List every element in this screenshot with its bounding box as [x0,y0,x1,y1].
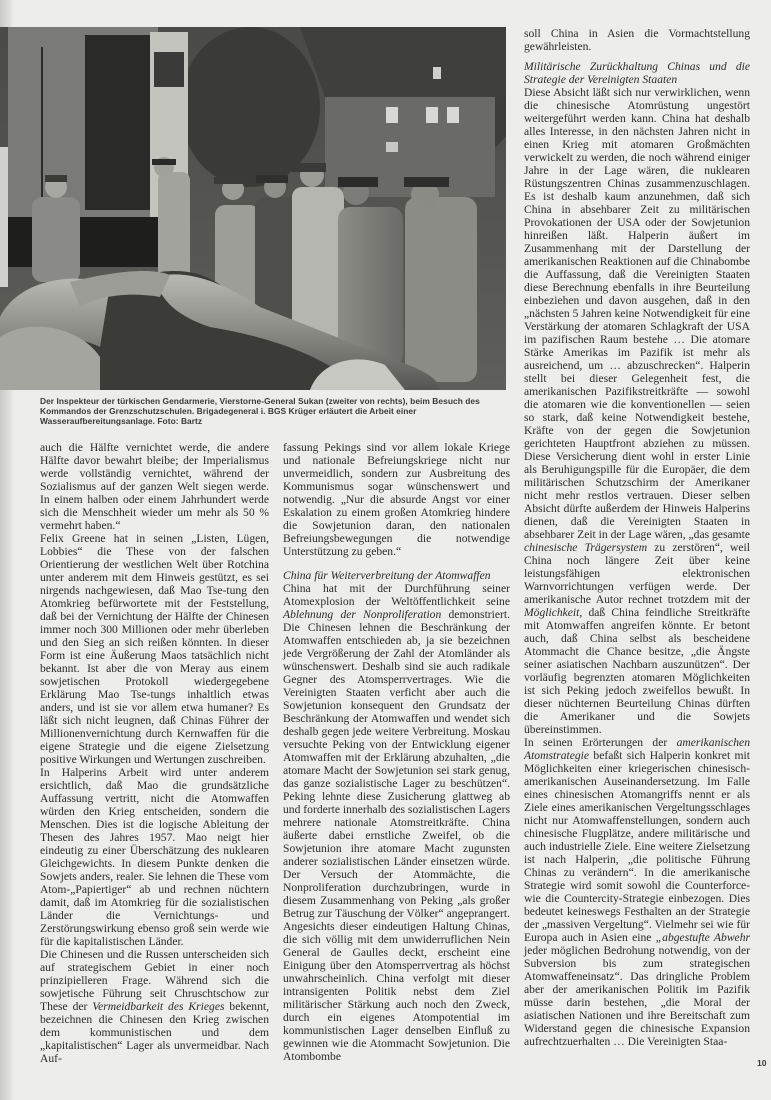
paragraph: In Halperins Arbeit wird unter anderem ersichtlich, daß Mao die grundsätzliche Auffassung vertritt, nicht die Atomwaffen würden den Krieg entscheiden, sondern die Menschen. Dies ist die logische Ableitung der Thesen des Jahres 1957. Mao neigt hier eindeutig zu einer Überschätzung des nuklearen Gleichgewichts. In diesem Punkte denken die Sowjets anders, realer. Sie lehnen die These vom Atom-„Papiertiger“ ab und rechnen nüchtern damit, daß im Atomkrieg für die sozialistischen Länder die Vernichtungs- und Zerstörungswirkung ebenso groß sein werde wie für die kapitalistischen Länder. [40,766,269,948]
emphasis: „abgestufte Abwehr [655,931,751,944]
section-heading: Militärische Zurückhaltung Chinas und die Strategie der Vereinigten Staaten [524,60,750,86]
photo-caption: Der Inspekteur der türkischen Gendarmerie, Vierstorne-General Sukan (zweiter von rechts), beim Besuch des Kommandos der Grenzschutzschulen. Brigadegeneral i. BGS Krüger erläutert die Arbeit einer Wasseraufbereitungsanlage. Foto: Bartz [40,396,480,427]
emphasis: Vermeidbarkeit des Krieges [92,1000,225,1013]
paragraph: China hat mit der Durchführung seiner Atomexplosion der Weltöffentlichkeit seine Ablehnung der Nonproliferation demonstriert. Die Chinesen lehnen die Beschränkung der Atomwaffen entschieden ab, ja sie bezeichnen jede Vergrößerung der Zahl der Atomländer als wünschenswert. Deshalb sind sie auch radikale Gegner des Atomsperrvertrages. Wie die Vereinigten Staaten verficht aber auch die Sowjetunion konsequent den Grundsatz der Beschränkung der Atomwaffen und wendet sich deshalb gegen jede weitere Verbreitung. Moskau versuchte Peking von der Entwicklung eigener Atomwaffen mit der Erklärung abzuhalten, „die atomare Macht der Sowjetunion sei stark genug, das ganze sozialistische Lager zu beschützen“. Peking lehnte diese Zusicherung glattweg ab und forderte innerhalb des sozialistischen Lagers mehrere nationale Atomstreitkräfte. China äußerte dabei ernstliche Zweifel, ob die Sowjetunion ihre atomare Macht zugunsten anderer sozialistischen Länder einsetzen würde. Der Versuch der Atommächte, die Nonproliferation durchzubringen, wurde in diesem Zusammenhang von Peking „als großer Betrug zur Täuschung der Völker“ angeprangert. Angesichts dieser eindeutigen Haltung Chinas, die sich völlig mit dem unwiderruflichen Nein General de Gaulles deckt, erscheint eine Einigung über den Atomsperrvertrag als höchst unwahrscheinlich. China verfolgt mit dieser intransigenten Politik nebst dem Ziel militärischer Stärkung auch noch den Zweck, durch ein eigenes Atompotential im kommunistischen Lager denselben Einfluß zu gewinnen wie die Atommacht Sowjetunion. Die Atombombe [283,582,510,1063]
news-photo [0,27,506,390]
text-column-2 [283,441,510,1063]
page-number: 10 [757,1058,767,1068]
emphasis: Möglichkeit [524,606,580,619]
emphasis: Ablehnung der Nonproliferation [283,608,442,621]
emphasis: amerikanischen Atomstrategie [524,736,750,762]
paragraph: fassung Pekings sind vor allem lokale Kriege und nationale Befreiungskriege nicht nur unvermeidlich, sondern zur Ausbreitung des Kommunismus sogar wünschenswert und notwendig. „Nur die absurde Angst vor einer Eskalation zu einem großen Atomkrieg hindere die Sowjetunion daran, den nationalen Befreiungsbewegungen die notwendige Unterstützung zu geben.“ [283,441,510,558]
paragraph: In seinen Erörterungen der amerikanischen Atomstrategie befaßt sich Halperin konkret mit Möglichkeiten einer kriegerischen chinesisch-amerikanischen Auseinandersetzung. Im Falle eines chinesischen Atomangriffs nennt er als Ziele eines amerikanischen Vergeltungsschlages nicht nur Atomwaffenstellungen, sondern auch chinesische Flugplätze, andere militärische und auch industrielle Ziele. Eine weitere Zielsetzung ist nach Halperin, „die politische Führung Chinas zu verändern“. In die amerikanische Strategie wird somit sowohl die Counterforce- wie die Countercity-Strategie einbezogen. Dies bedeutet keineswegs Festhalten an der Strategie der „massiven Vergeltung“. Vielmehr sei wie für Europa auch in Asien eine „abgestufte Abwehr jeder möglichen Bedrohung notwendig, von der Subversion bis zum strategischen Atomwaffeneinsatz“. Das dringliche Problem aber der amerikanischen Politik im Pazifik müsse darin bestehen, „die Moral der asiatischen Nationen und ihre Bereitschaft zum Widerstand gegen die chinesische Expansion aufrechtzuerhalten … Die Vereinigten Staa- [524,736,751,1048]
text-column-3 [524,27,750,1048]
paragraph: Felix Greene hat in seinen „Listen, Lügen, Lobbies“ die These von der falschen Orientierung der westlichen Welt über Rotchina unter anderem mit dem Hinweis gestützt, es sei nirgends nachgewiesen, daß Mao Tse-tung den Atomkrieg befürwortete mit der Feststellung, daß bei der Vernichtung der Hälfte der Chinesen immer noch 300 Millionen oder mehr überleben und den Sieg an sich reißen könnten. In dieser Form ist eine Äußerung Maos tatsächlich nicht bekannt. Ist aber die von Meray aus einem sowjetischen Protokoll wiedergegebene Erklärung Mao Tse-tungs inhaltlich etwas anders, und ist sie vor allem etwa humaner? Es läßt sich nicht leugnen, daß Chinas Führer der Millionenvernichtung durch Kernwaffen für die eigene Strategie und die eigene Zielsetzung positive Wirkungen und Wertungen zuschreiben. [40,532,269,766]
paragraph: soll China in Asien die Vormachtstellung gewährleisten. [524,27,750,53]
emphasis: chinesische Trägersystem [524,541,648,554]
section-heading: China für Weiterverbreitung der Atomwaffen [283,569,491,582]
paragraph: Diese Absicht läßt sich nur verwirklichen, wenn die chinesische Atomrüstung ungestört weitergeführt werden kann. China hat deshalb alles Interesse, in den nächsten Jahren nicht in einen Krieg mit atomaren Großmächten verwickelt zu werden, die noch während einiger Jahre in der Lage wären, die nuklearen Rüstungszentren Chinas zusammenzuschlagen. Es ist deshalb kaum anzunehmen, daß sich China in absehbarer Zeit zu militärischen Provokationen der USA oder der Sowjetunion hinreißen läßt. Halperin äußert im Zusammenhang mit der Darstellung der amerikanischen Reaktionen auf die Chinabombe die Auffassung, daß die Vereinigten Staaten diese Berechnung ebenfalls in ihre Beurteilung einbeziehen und davon ausgehen, daß in den „nächsten 5 Jahren keine Notwendigkeit für eine Verstärkung der atomaren Schlagkraft der USA im pazifischen Raum bestehe … Die atomare Stärke Amerikas im Pazifik ist mehr als ausreichend, um … abzuschrecken“. Halperin stellt bei dieser Gelegenheit fest, die amerikanischen Pazifikstreitkräfte — sowohl die atomaren wie die konventionellen — seien so stark, daß keine Notwendigkeit bestehe, Kräfte von der gegen die Sowjetunion gerichteten Hauptfront abziehen zu müssen. Diese Versicherung dient wohl in erster Linie als Beruhigungspille für die Europäer, die dem militärischen Schutzschirm der Amerikaner nicht mehr restlos vertrauen. Dieser selben Absicht dürfte außerdem der Hinweis Halperins dienen, daß die Vereinigten Staaten in absehbarer Zeit in der Lage wären, „das gesamte chinesische Trägersystem zu zerstören“, weil China noch längere Zeit über keine leistungsfähigen elektronischen Warnvorrichtungen verfügen werde. Der amerikanische Autor rechnet trotzdem mit der Möglichkeit, daß China feindliche Streitkräfte mit Atomwaffen angreifen könnte. Er betont auch, daß China selbst als bescheidene Atommacht die Chance besitze, „die Ängste seiner asiatischen Nachbarn auszunützen“. Der vorläufig begrenzten atomaren Möglichkeiten ist sich Peking jedoch zweifellos bewußt. In dieser nüchternen Beurteilung Chinas dürften die Amerikaner und die Sowjets übereinstimmen. [524,86,750,736]
paragraph: auch die Hälfte vernichtet werde, die andere Hälfte davor bewahrt bleibe; der Imperialismus werde vollständig vernichtet, während der Sozialismus auf der ganzen Welt siegen werde. In einem halben oder einem Jahrhundert werde sich die Menschheit wieder um mehr als 50 % vermehrt haben.“ [40,441,269,532]
text-column-1 [40,441,269,1065]
paragraph: Die Chinesen und die Russen unterscheiden sich auf strategischem Gebiet in einer noch prinzipielleren Frage. Während sich die sowjetische Führung seit Chruschtschow zur These der Vermeidbarkeit des Krieges bekennt, bezeichnen die Chinesen den Krieg zwischen dem kommunistischen und dem „kapitalistischen“ Lager als unvermeidbar. Nach Auf- [40,948,269,1065]
